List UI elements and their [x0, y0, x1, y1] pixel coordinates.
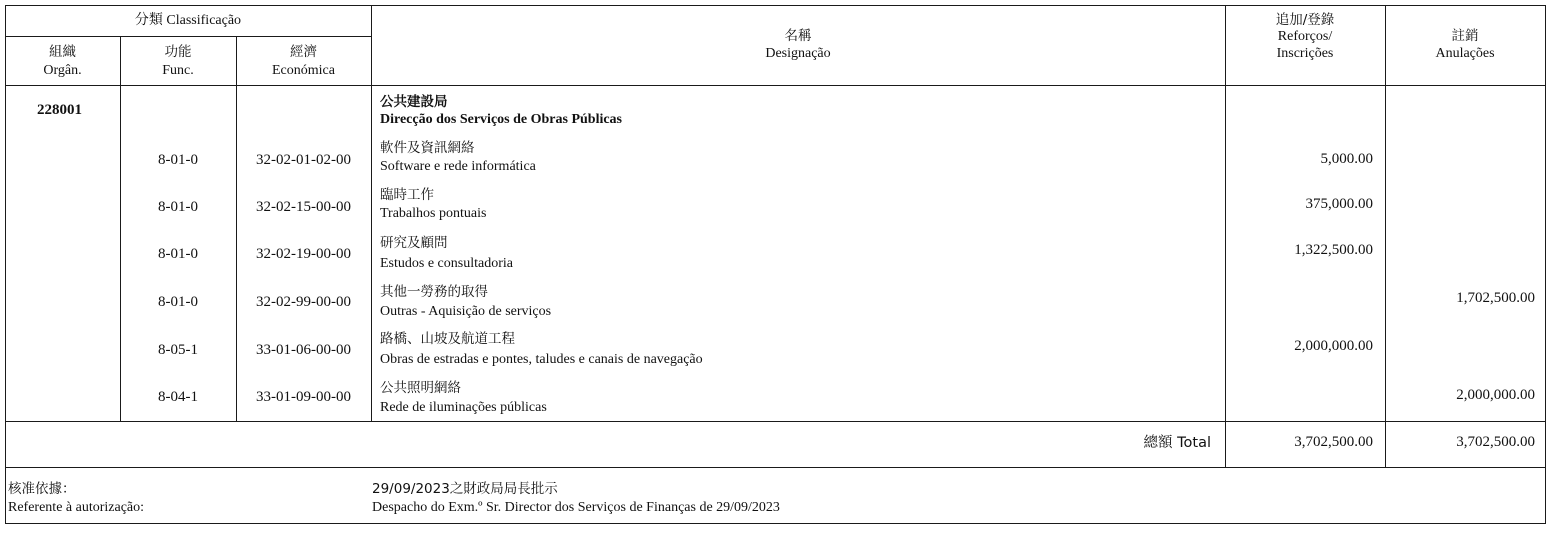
row-reinforcement: 2,000,000.00 — [1294, 338, 1373, 354]
entity-code: 228001 — [37, 102, 82, 118]
divider-authorization — [5, 467, 1545, 468]
row-func: 8-04-1 — [158, 389, 198, 405]
col-divider-organ — [120, 36, 121, 421]
divider-classification — [5, 36, 371, 37]
row-name-zh: 臨時工作 — [380, 187, 434, 203]
row-func: 8-01-0 — [158, 199, 198, 215]
row-name-zh: 路橋、山坡及航道工程 — [380, 331, 515, 347]
row-func: 8-05-1 — [158, 342, 198, 358]
col-divider-designation — [1225, 5, 1226, 467]
row-name-pt: Obras de estradas e pontes, taludes e canais de navegação — [380, 352, 703, 367]
header-reinforcement-pt1: Reforços/ — [1277, 29, 1333, 44]
header-organ-pt: Orgân. — [43, 63, 82, 78]
entity-name-pt: Direcção dos Serviços de Obras Públicas — [380, 112, 623, 127]
authorization-value-zh: 29/09/2023之財政局局長批示 — [372, 481, 558, 497]
header-econ-zh: 經濟 — [290, 44, 317, 60]
row-econ: 33-01-06-00-00 — [256, 342, 351, 358]
col-divider-econ — [371, 5, 372, 421]
row-reinforcement: 1,322,500.00 — [1294, 242, 1373, 258]
row-econ: 32-02-99-00-00 — [256, 294, 351, 310]
authorization-label-zh: 核准依據： — [8, 481, 76, 497]
row-func: 8-01-0 — [158, 246, 198, 262]
total-annulment: 3,702,500.00 — [1456, 434, 1535, 450]
row-func: 8-01-0 — [158, 152, 198, 168]
row-func: 8-01-0 — [158, 294, 198, 310]
row-name-pt: Software e rede informática — [380, 159, 536, 174]
row-econ: 33-01-09-00-00 — [256, 389, 351, 405]
header-classification: 分類 Classificação — [134, 13, 242, 28]
header-organ-zh: 組織 — [49, 44, 76, 60]
row-annulment: 1,702,500.00 — [1456, 290, 1535, 306]
border-top — [5, 5, 1545, 6]
header-reinforcement-pt2: Inscrições — [1276, 46, 1334, 61]
row-name-zh: 研究及顧問 — [380, 235, 448, 251]
header-designation-zh: 名稱 — [784, 28, 812, 44]
entity-name-zh: 公共建設局 — [380, 94, 448, 110]
header-annul-zh: 註銷 — [1451, 28, 1479, 44]
border-left — [5, 5, 6, 524]
row-name-pt: Estudos e consultadoria — [380, 256, 513, 271]
header-econ-pt: Económica — [272, 63, 335, 78]
row-name-zh: 其他一勞務的取得 — [380, 284, 488, 300]
divider-total — [5, 421, 1545, 422]
row-econ: 32-02-15-00-00 — [256, 199, 351, 215]
row-name-zh: 軟件及資訊網絡 — [380, 140, 475, 156]
row-name-pt: Outras - Aquisição de serviços — [380, 304, 552, 319]
total-label: 總額 Total — [1143, 435, 1211, 451]
header-reinforcement-zh: 追加/登錄 — [1275, 12, 1335, 28]
row-name-zh: 公共照明網絡 — [380, 380, 461, 396]
row-reinforcement: 375,000.00 — [1305, 196, 1373, 212]
authorization-value-pt: Despacho do Exm.º Sr. Director dos Serviços de Finanças de 29/09/2023 — [372, 500, 780, 515]
row-reinforcement: 5,000.00 — [1320, 151, 1373, 167]
total-reinforcement: 3,702,500.00 — [1294, 434, 1373, 450]
row-name-pt: Trabalhos pontuais — [380, 206, 487, 221]
header-func-pt: Func. — [162, 63, 194, 78]
row-annulment: 2,000,000.00 — [1456, 387, 1535, 403]
header-designation-pt: Designação — [765, 46, 831, 61]
header-annul-pt: Anulações — [1435, 46, 1495, 61]
authorization-label-pt: Referente à autorização: — [8, 500, 145, 515]
border-right — [1545, 5, 1546, 524]
col-divider-func — [236, 36, 237, 421]
row-econ: 32-02-19-00-00 — [256, 246, 351, 262]
header-func-zh: 功能 — [164, 44, 192, 60]
row-name-pt: Rede de iluminações públicas — [380, 400, 547, 415]
row-econ: 32-02-01-02-00 — [256, 152, 351, 168]
border-bottom — [5, 523, 1545, 524]
